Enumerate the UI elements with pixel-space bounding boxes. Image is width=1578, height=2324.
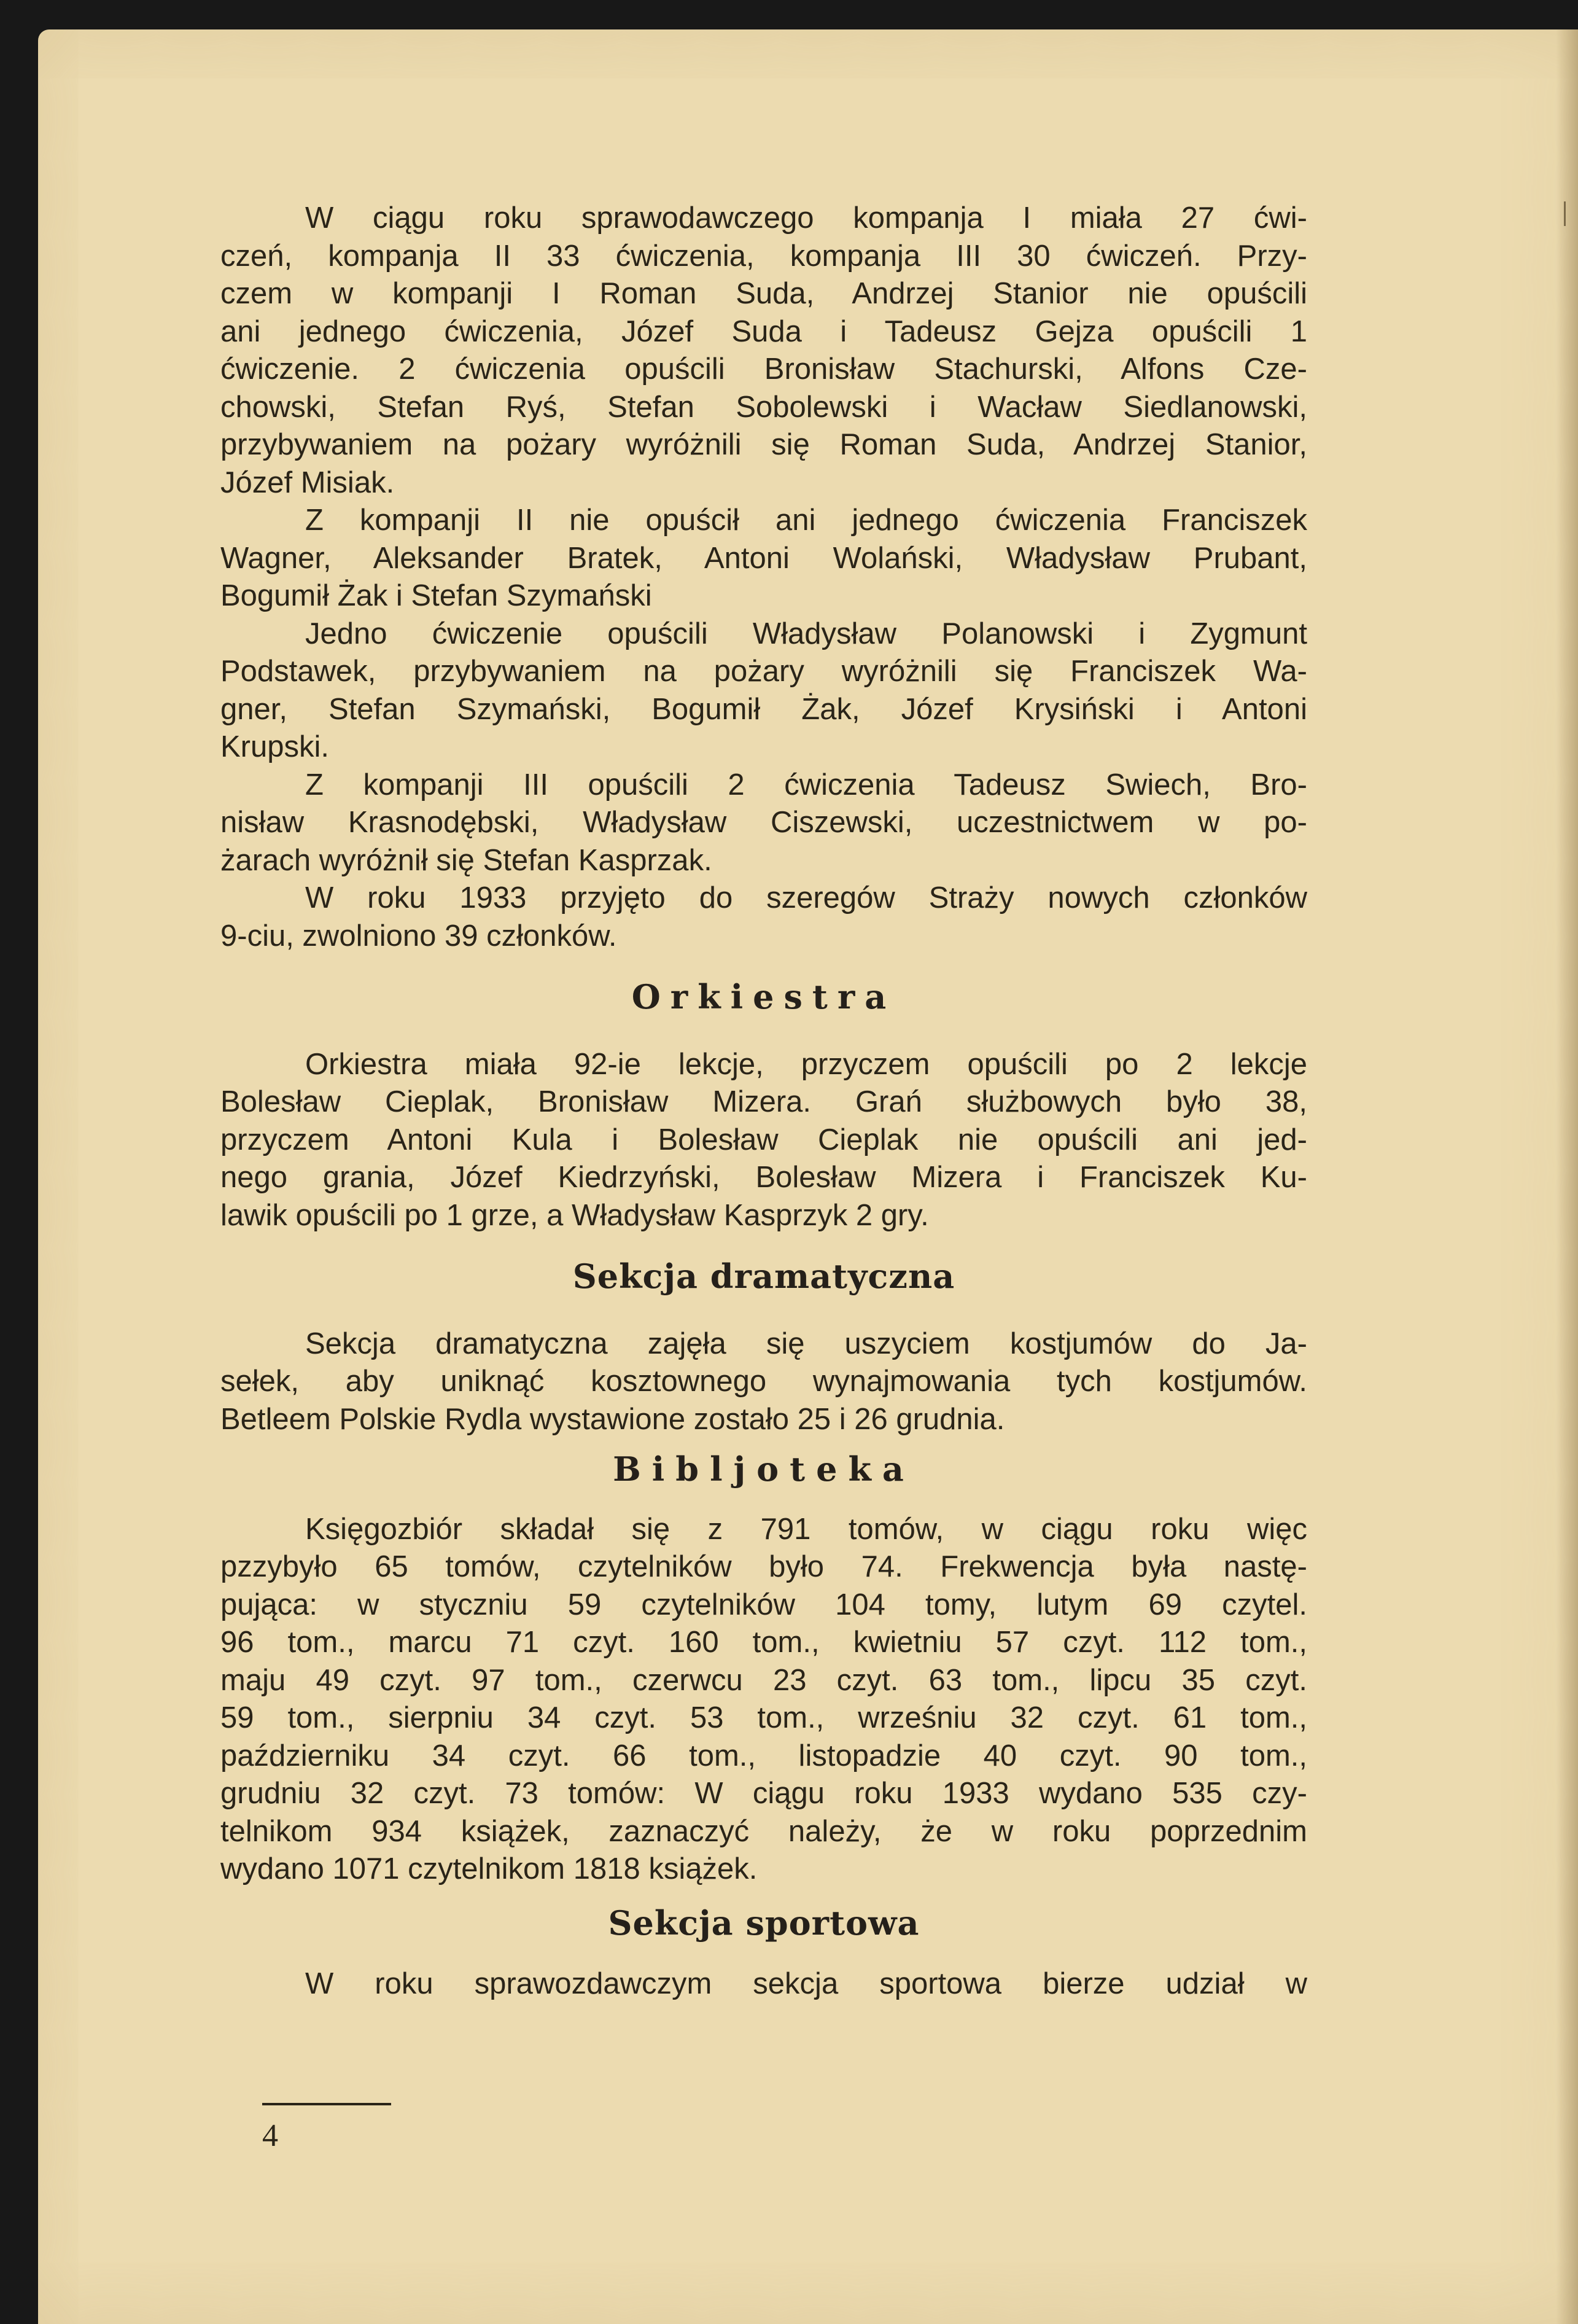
text-line: chowski, Stefan Ryś, Stefan Sobolewski i Wacław Siedlanowski,: [220, 390, 1307, 424]
text-line: Księgozbiór składał się z 791 tomów, w ciągu roku więc: [305, 1512, 1307, 1546]
text-line: Jedno ćwiczenie opuścili Władysław Polanowski i Zygmunt: [305, 617, 1307, 650]
text-line: nisław Krasnodębski, Władysław Ciszewski, uczestnictwem w po-: [220, 806, 1307, 839]
footer-rule: [262, 2103, 391, 2105]
text-line: czeń, kompanja II 33 ćwiczenia, kompanja III 30 ćwiczeń. Przy-: [220, 239, 1307, 273]
page-number: 4: [262, 2118, 278, 2153]
text-line: październiku 34 czyt. 66 tom., listopadzie 40 czyt. 90 tom.,: [220, 1739, 1307, 1772]
text-line: przybywaniem na pożary wyróżnili się Roman Suda, Andrzej Stanior,: [220, 428, 1307, 461]
text-line: czem w kompanji I Roman Suda, Andrzej Stanior nie opuścili: [220, 277, 1307, 310]
paragraph-orkiestra: [220, 1046, 1307, 1235]
text-line: wydano 1071 czytelnikom 1818 książek.: [220, 1852, 758, 1885]
paragraph-kompanja-2: [220, 502, 1307, 615]
text-line: ani jednego ćwiczenia, Józef Suda i Tadeusz Gejza opuścili 1: [220, 314, 1307, 348]
text-line: Podstawek, przybywaniem na pożary wyróżnili się Franciszek Wa-: [220, 655, 1307, 688]
text-line: ćwiczenie. 2 ćwiczenia opuścili Bronisław Stachurski, Alfons Cze-: [220, 353, 1307, 386]
text-line: Wagner, Aleksander Bratek, Antoni Wolański, Władysław Prubant,: [220, 541, 1307, 575]
paragraph-jedno-cwiczenie: [220, 615, 1307, 766]
text-line: Bogumił Żak i Stefan Szymański: [220, 579, 652, 612]
text-line: przyczem Antoni Kula i Bolesław Cieplak nie opuścili ani jed-: [220, 1123, 1307, 1156]
text-line: lawik opuścili po 1 grze, a Władysław Kasprzyk 2 gry.: [220, 1198, 929, 1232]
section-heading-orkiestra: Orkiestra: [631, 977, 896, 1016]
page-edge-shadow: [1556, 29, 1578, 2324]
text-line: Bolesław Cieplak, Bronisław Mizera. Grań służbowych było 38,: [220, 1085, 1307, 1118]
text-line: pzzybyło 65 tomów, czytelników było 74. Frekwencja była nastę-: [220, 1550, 1307, 1583]
paragraph-biblioteka: [220, 1511, 1307, 1889]
text-line: 9-ciu, zwolniono 39 członków.: [220, 919, 617, 953]
paragraph-czlonkowie: [220, 879, 1307, 955]
text-line: 96 tom., marcu 71 czyt. 160 tom., kwietniu 57 czyt. 112 tom.,: [220, 1626, 1307, 1659]
paragraph-sportowa: [220, 1965, 1307, 2003]
text-line: Betleem Polskie Rydla wystawione zostało 25 i 26 grudnia.: [220, 1402, 1005, 1436]
text-line: pująca: w styczniu 59 czytelników 104 tomy, lutym 69 czytel.: [220, 1588, 1307, 1621]
body-text: [220, 200, 1307, 2003]
text-line: Krupski.: [220, 730, 330, 763]
text-line: W roku 1933 przyjęto do szeregów Straży nowych członków: [305, 881, 1307, 914]
text-line: 59 tom., sierpniu 34 czyt. 53 tom., wrześniu 32 czyt. 61 tom.,: [220, 1701, 1307, 1734]
paragraph-kompanje: [220, 200, 1307, 502]
text-line: telnikom 934 książek, zaznaczyć należy, że w roku poprzednim: [220, 1814, 1307, 1848]
text-line: Orkiestra miała 92-ie lekcje, przyczem opuścili po 2 lekcje: [305, 1047, 1307, 1081]
text-line: Z kompanji III opuścili 2 ćwiczenia Tadeusz Swiech, Bro-: [305, 768, 1307, 801]
text-line: gner, Stefan Szymański, Bogumił Żak, Józef Krysiński i Antoni: [220, 692, 1307, 726]
text-line: Z kompanji II nie opuścił ani jednego ćwiczenia Franciszek: [305, 504, 1307, 537]
edge-mark: [1564, 201, 1566, 226]
text-line: żarach wyróżnił się Stefan Kasprzak.: [220, 843, 712, 877]
text-line: Sekcja dramatyczna zajęła się uszyciem kostjumów do Ja-: [305, 1327, 1307, 1360]
text-line: nego grania, Józef Kiedrzyński, Bolesław Mizera i Franciszek Ku-: [220, 1161, 1307, 1194]
text-line: grudniu 32 czyt. 73 tomów: W ciągu roku 1933 wydano 535 czy-: [220, 1777, 1307, 1810]
text-line: maju 49 czyt. 97 tom., czerwcu 23 czyt. 63 tom., lipcu 35 czyt.: [220, 1663, 1307, 1697]
text-line: Józef Misiak.: [220, 466, 395, 499]
text-line: W roku sprawozdawczym sekcja sportowa bierze udział w: [305, 1967, 1307, 2000]
section-heading-biblioteka: Bibljoteka: [613, 1449, 915, 1489]
section-heading-sportowa: Sekcja sportowa: [608, 1903, 920, 1943]
paragraph-dramatyczna: [220, 1325, 1307, 1439]
text-line: W ciągu roku sprawodawczego kompanja I miała 27 ćwi-: [305, 201, 1307, 235]
section-heading-dramatyczna: Sekcja dramatyczna: [572, 1257, 955, 1296]
paragraph-kompanja-3: [220, 766, 1307, 880]
text-line: sełek, aby uniknąć kosztownego wynajmowania tych kostjumów.: [220, 1365, 1307, 1398]
